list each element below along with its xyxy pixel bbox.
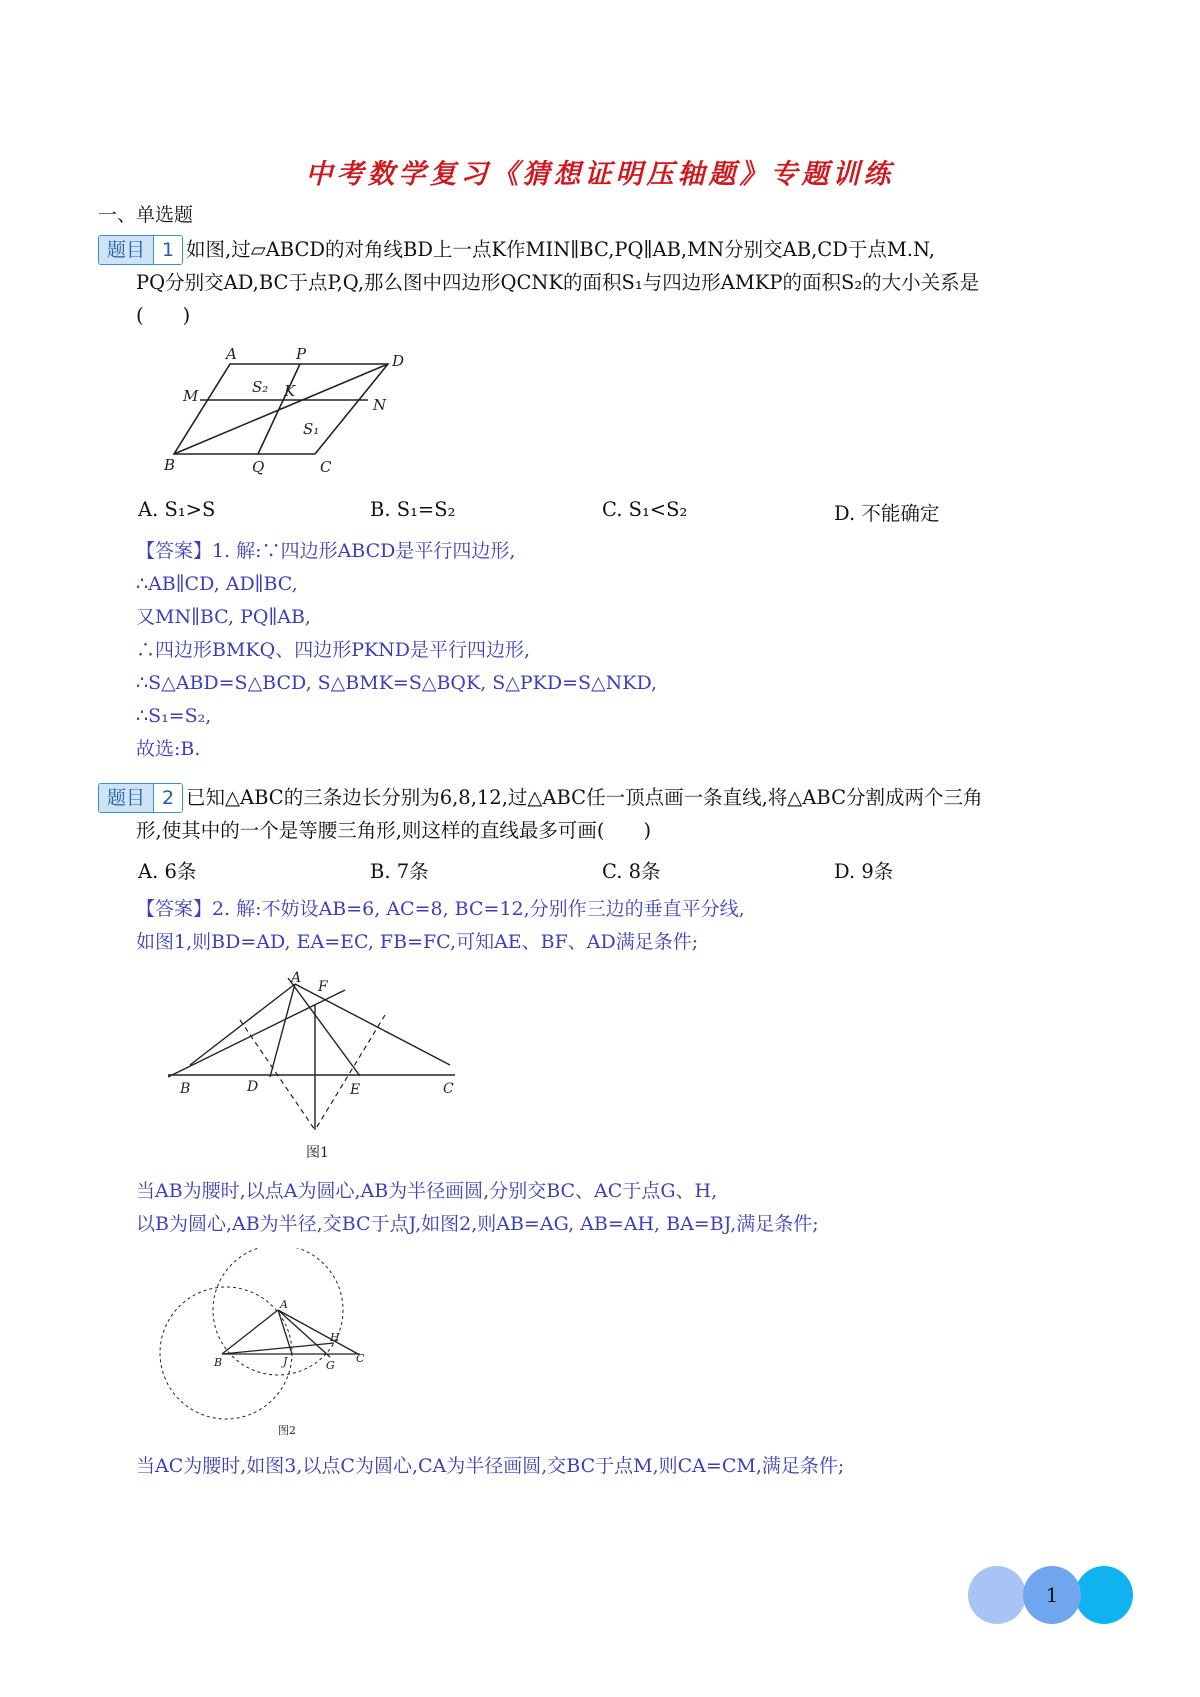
q2-answer-line: 如图1,则BD=AD, EA=EC, FB=FC,可知AE、BF、AD满足条件; xyxy=(136,931,699,953)
fig1-label-d: D xyxy=(247,1079,259,1095)
page-circle-decoration xyxy=(968,1566,1026,1624)
fig1-label-f: F xyxy=(318,979,328,995)
q1-answer-line: ∴S△ABD=S△BCD, S△BMK=S△BQK, S△PKD=S△NKD, xyxy=(136,672,658,694)
q1-option-c: C. S₁<S₂ xyxy=(602,498,688,521)
fig2-label-b: B xyxy=(214,1356,223,1369)
question-2-line-1: 已知△ABC的三条边长分别为6,8,12,过△ABC任一顶点画一条直线,将△ABC分割成两个三角 xyxy=(186,786,983,809)
question-1-line-2: PQ分别交AD,BC于点P,Q,那么图中四边形QCNK的面积S₁与四边形AMKP的面积S₂的大小关系是 xyxy=(136,271,980,294)
label-s1: S₁ xyxy=(303,420,320,438)
question-tag-label: 题目 xyxy=(99,236,153,264)
question-1-line-1: 如图,过▱ABCD的对角线BD上一点K作MIN∥BC,PQ∥AB,MN分别交AB,CD于点M.N, xyxy=(186,238,936,261)
label-p: P xyxy=(296,345,307,363)
fig2-caption: 图2 xyxy=(278,1424,296,1437)
label-c: C xyxy=(320,458,332,476)
q2-answer-line: 以B为圆心,AB为半径,交BC于点J,如图2,则AB=AG, AB=AH, BA=BJ,满足条件; xyxy=(136,1213,819,1235)
fig1-label-e: E xyxy=(350,1082,361,1098)
question-1-line-3: ( ) xyxy=(136,304,191,327)
fig2-label-h: H xyxy=(330,1331,340,1344)
question-number: 2 xyxy=(153,784,182,812)
section-heading: 一、单选题 xyxy=(98,204,194,226)
q1-answer-line: ∴四边形BMKQ、四边形PKND是平行四边形, xyxy=(136,639,531,661)
page-number: 1 xyxy=(1045,1583,1059,1607)
fig1-label-a: A xyxy=(291,970,302,986)
q1-answer-line: 【答案】1. 解:∵四边形ABCD是平行四边形, xyxy=(136,540,516,562)
fig2-label-g: G xyxy=(326,1359,335,1372)
q1-answer-line: 又MN∥BC, PQ∥AB, xyxy=(136,606,311,628)
label-s2: S₂ xyxy=(252,378,269,396)
fig1-label-b: B xyxy=(180,1081,191,1097)
q2-answer-line: 当AB为腰时,以点A为圆心,AB为半径画圆,分别交BC、AC于点G、H, xyxy=(136,1180,718,1202)
q1-answer-line: ∴AB∥CD, AD∥BC, xyxy=(136,573,298,595)
q1-option-a: A. S₁>S xyxy=(138,498,216,521)
q2-answer-block-2 xyxy=(136,1175,819,1241)
q1-option-b: B. S₁=S₂ xyxy=(370,498,456,521)
label-m: M xyxy=(183,387,199,405)
label-b: B xyxy=(164,456,176,474)
q1-answer-block xyxy=(136,535,657,766)
figure-1 xyxy=(160,960,460,1170)
q2-option-a: A. 6条 xyxy=(138,860,197,883)
question-2-tag xyxy=(98,783,183,813)
fig2-label-a: A xyxy=(280,1298,288,1311)
q2-answer-line: 【答案】2. 解:不妨设AB=6, AC=8, BC=12,分别作三边的垂直平分线, xyxy=(136,898,745,920)
question-1-tag xyxy=(98,235,183,265)
question-2-line-2: 形,使其中的一个是等腰三角形,则这样的直线最多可画( ) xyxy=(136,819,652,842)
label-n: N xyxy=(373,396,387,414)
q1-answer-line: ∴S₁=S₂, xyxy=(136,705,212,727)
label-q: Q xyxy=(252,458,265,476)
page-circle-decoration xyxy=(1075,1566,1133,1624)
question-tag-label: 题目 xyxy=(99,784,153,812)
q1-option-d: D. 不能确定 xyxy=(834,502,940,525)
fig1-label-c: C xyxy=(443,1081,454,1097)
q2-option-c: C. 8条 xyxy=(602,860,661,883)
figure-2 xyxy=(150,1248,390,1448)
label-k: K xyxy=(284,382,296,400)
q2-answer-line-3: 当AC为腰时,如图3,以点C为圆心,CA为半径画圆,交BC于点M,则CA=CM,满足条件; xyxy=(136,1455,845,1477)
q2-option-b: B. 7条 xyxy=(370,860,429,883)
q2-option-d: D. 9条 xyxy=(834,860,894,883)
parallelogram-figure xyxy=(150,340,430,480)
q2-answer-block xyxy=(136,893,745,959)
q1-answer-line: 故选:B. xyxy=(136,738,201,760)
label-a: A xyxy=(226,345,237,363)
question-number: 1 xyxy=(153,236,182,264)
page-title: 中考数学复习《猜想证明压轴题》专题训练 xyxy=(305,159,895,190)
fig1-caption: 图1 xyxy=(306,1145,329,1161)
fig2-label-c: C xyxy=(356,1352,365,1365)
fig2-label-j: J xyxy=(283,1355,288,1368)
label-d: D xyxy=(392,352,405,370)
